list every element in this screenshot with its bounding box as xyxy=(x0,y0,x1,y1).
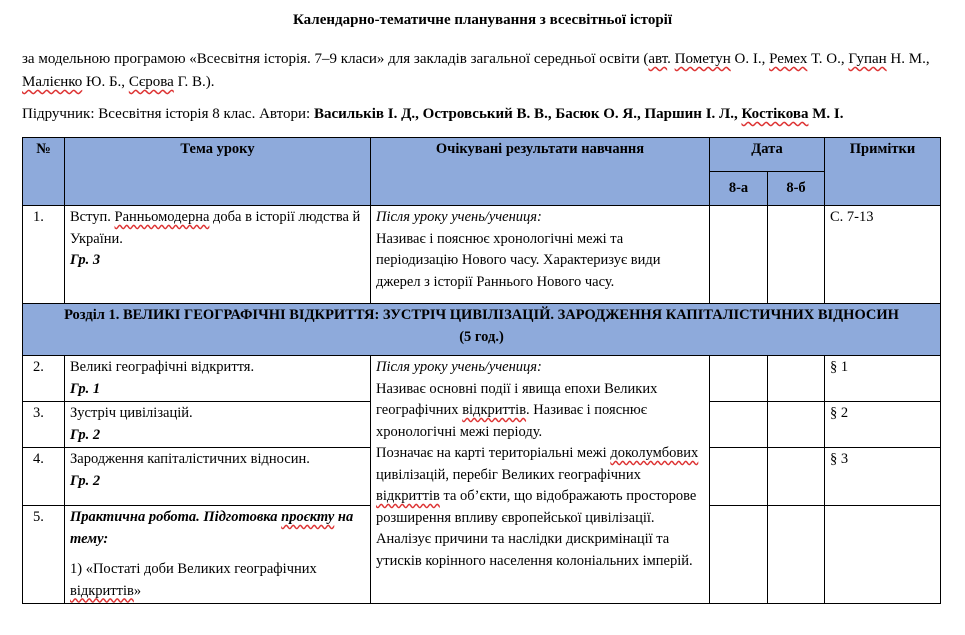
plan-table xyxy=(22,137,941,604)
author-spellcheck-word: Пометун xyxy=(674,51,731,67)
row-group: Гр. 2 xyxy=(70,472,101,489)
results-text-end: . Називає і пояснює хронологічні межі періоду. xyxy=(376,402,647,440)
row-number: 2. xyxy=(23,356,65,402)
results-intro: Після уроку учень/учениця: xyxy=(376,209,542,225)
row-number: 3. xyxy=(23,402,65,448)
row-topic xyxy=(65,506,371,604)
textbook-paragraph xyxy=(22,103,947,126)
page-title: Календарно-тематичне планування з всесвітньої історії xyxy=(292,12,673,28)
row-topic xyxy=(65,402,371,448)
results-spellcheck-word: відкриттів xyxy=(376,488,440,504)
header-notes: Примітки xyxy=(825,138,941,206)
topic-text: Зустріч цивілізацій. xyxy=(70,405,193,421)
header-results: Очікувані результати навчання xyxy=(371,138,710,206)
row-group: Гр. 2 xyxy=(70,426,101,443)
row-date-8a xyxy=(710,206,768,304)
row-note: § 3 xyxy=(825,448,941,506)
row-topic xyxy=(65,206,371,304)
merged-results xyxy=(371,356,710,604)
author-text: Т. О., xyxy=(807,51,849,67)
topic-spellcheck-word: Ранньомодерна xyxy=(114,209,210,225)
practical-work-spellcheck: проєкту xyxy=(281,509,335,525)
row-date-8a xyxy=(710,402,768,448)
results-map-text: цивілізацій, перебіг Великих географічних xyxy=(376,466,641,483)
results-spellcheck-word: доколумбових xyxy=(610,445,699,461)
header-date-8b: 8-б xyxy=(768,172,825,206)
row-group: Гр. 1 xyxy=(70,380,101,397)
row-topic xyxy=(65,448,371,506)
author-text: . xyxy=(667,51,675,67)
row-date-8b xyxy=(768,448,825,506)
header-topic: Тема уроку xyxy=(65,138,371,206)
subtopic-text: 1) «Постаті доби Великих географічних xyxy=(70,561,317,577)
row-date-8b xyxy=(768,356,825,402)
section-header: Розділ 1. ВЕЛИКІ ГЕОГРАФІЧНІ ВІДКРИТТЯ: ЗУСТРІЧ ЦИВІЛІЗАЦІЙ. ЗАРОДЖЕННЯ КАПІТАЛІСТИЧНИХ ВІДНОСИН (5 год.) xyxy=(23,304,941,356)
author-text: О. І., xyxy=(730,51,770,67)
subtopic-text-end: » xyxy=(133,582,142,599)
author-spellcheck-word: авт xyxy=(648,51,668,67)
row-date-8a xyxy=(710,506,768,604)
row-note: § 1 xyxy=(825,356,941,402)
row-date-8b xyxy=(768,506,825,604)
row-number: 1. xyxy=(23,206,65,304)
textbook-author-spellcheck: Костікова xyxy=(741,106,809,122)
row-note xyxy=(825,506,941,604)
results-text: Називає основні події і явища епохи Великих географічних xyxy=(376,380,658,418)
header-number: № xyxy=(23,138,65,206)
table-row xyxy=(23,206,941,304)
practical-work-title-end: на тему: xyxy=(70,509,354,547)
row-results xyxy=(371,206,710,304)
row-group: Гр. 3 xyxy=(70,252,101,268)
author-text: Н. М., xyxy=(886,51,930,67)
row-date-8b xyxy=(768,402,825,448)
author-text: Г. В.). xyxy=(173,74,215,90)
results-spellcheck-word: відкриттів xyxy=(462,402,527,418)
row-number: 4. xyxy=(23,448,65,506)
textbook-authors-end: М. І. xyxy=(808,106,844,122)
practical-work-title: Практична робота. Підготовка xyxy=(70,509,282,525)
program-text: за модельною програмою «Всесвітня історія. 7–9 класи» для закладів загальної середньої освіти ( xyxy=(22,51,649,67)
row-note: С. 7-13 xyxy=(825,206,941,304)
subtopic-spellcheck: відкриттів xyxy=(70,582,134,599)
row-date-8a xyxy=(710,356,768,402)
topic-text-end: доба в історії людства й України. xyxy=(70,209,361,247)
results-map-text: Позначає на карті територіальні межі xyxy=(376,445,611,461)
header-date: Дата xyxy=(710,138,825,172)
results-map-text-end: та об’єкти, що відображають просторове розширення впливу європейської цивілізації. Аналізує причини та наслідки дискримінації та утисків корінного населення колоніальних імперій. xyxy=(376,488,697,569)
results-text: Називає і пояснює хронологічні межі та періодизацію Нового часу. Характеризує види джерел з історії Раннього Нового часу. xyxy=(376,230,661,290)
results-intro: Після уроку учень/учениця: xyxy=(376,359,542,375)
textbook-authors: Васильків І. Д., Островський В. В., Басюк О. Я., Паршин І. Л., xyxy=(313,106,742,122)
row-topic xyxy=(65,356,371,402)
table-row xyxy=(23,356,941,402)
author-spellcheck-word: Ремех xyxy=(769,51,808,67)
author-spellcheck-word: Сєрова xyxy=(128,74,174,90)
author-spellcheck-word: Гупан xyxy=(848,51,887,67)
program-paragraph xyxy=(22,48,947,94)
row-date-8a xyxy=(710,448,768,506)
topic-text: Зародження капіталістичних відносин. xyxy=(70,451,310,467)
practical-work-subtopic xyxy=(70,559,365,602)
row-date-8b xyxy=(768,206,825,304)
row-note: § 2 xyxy=(825,402,941,448)
textbook-label: Підручник: Всесвітня історія 8 клас. Автори: xyxy=(22,106,314,122)
topic-text: Вступ. xyxy=(70,209,115,225)
topic-text: Великі географічні відкриття. xyxy=(70,359,255,375)
author-text: Ю. Б., xyxy=(82,74,129,90)
header-date-8a: 8-а xyxy=(710,172,768,206)
row-number: 5. xyxy=(23,506,65,604)
author-spellcheck-word: Малієнко xyxy=(22,74,83,90)
